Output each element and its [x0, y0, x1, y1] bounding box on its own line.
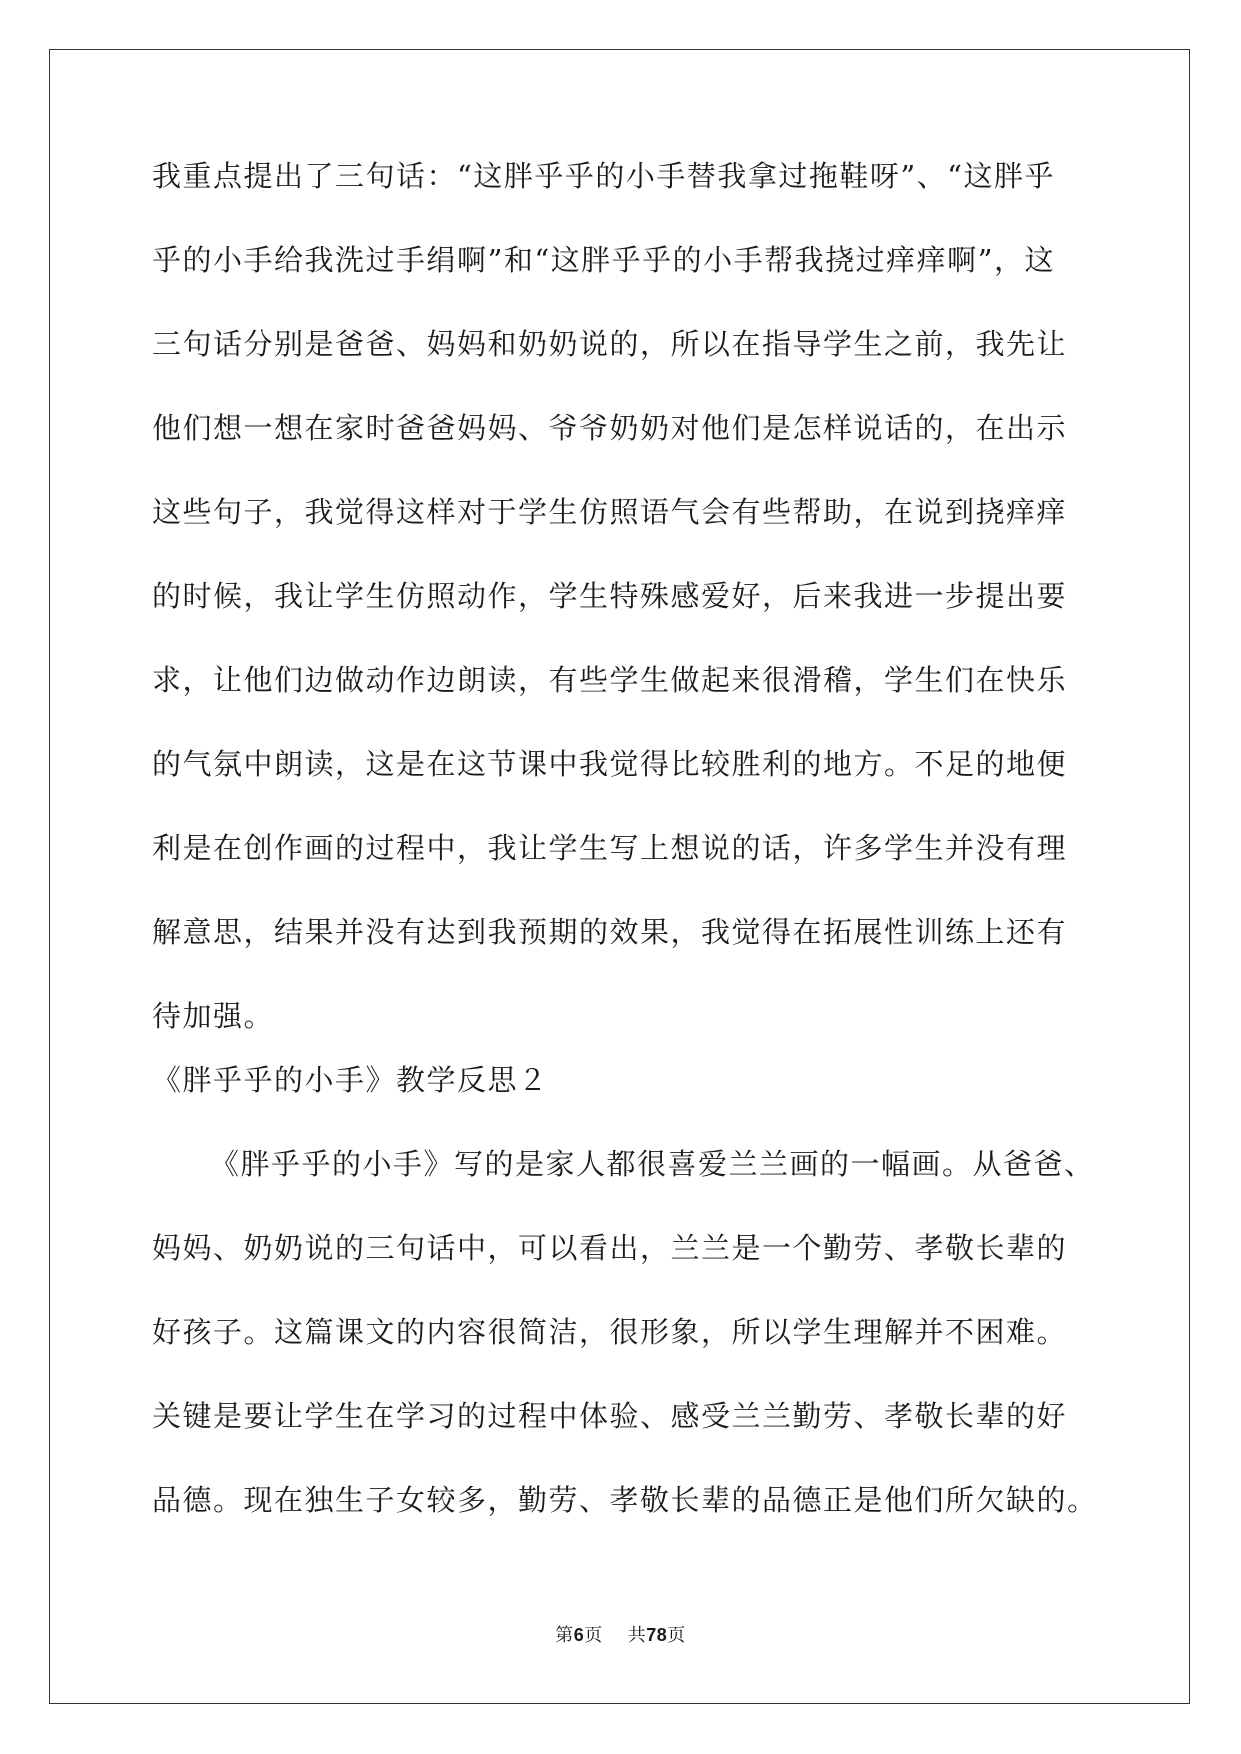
text-line: 的时候，我让学生仿照动作，学生特殊感爱好，后来我进一步提出要 — [152, 579, 1068, 613]
text-line: 这些句子，我觉得这样对于学生仿照语气会有些帮助，在说到挠痒痒 — [152, 495, 1068, 529]
text-line: 关键是要让学生在学习的过程中体验、感受兰兰勤劳、孝敬长辈的好 — [152, 1399, 1068, 1433]
paragraph-reflection-2 — [152, 1147, 1098, 1517]
footer-page-word: 页 — [584, 1625, 603, 1646]
text-line: 我重点提出了三句话：“这胖乎乎的小手替我拿过拖鞋呀”、“这胖乎 — [152, 159, 1055, 193]
text-line: 妈妈、奶奶说的三句话中，可以看出，兰兰是一个勤劳、孝敬长辈的 — [152, 1231, 1068, 1265]
text-line: 的气氛中朗读，这是在这节课中我觉得比较胜利的地方。不足的地便 — [152, 747, 1068, 781]
text-line: 三句话分别是爸爸、妈妈和奶奶说的，所以在指导学生之前，我先让 — [152, 327, 1068, 361]
section-heading: 《胖乎乎的小手》教学反思２ — [152, 1063, 549, 1097]
footer-prefix: 第 — [555, 1625, 574, 1646]
page-number-footer — [0, 1624, 1241, 1647]
text-line: 解意思，结果并没有达到我预期的效果，我觉得在拓展性训练上还有 — [152, 915, 1068, 949]
text-line: 利是在创作画的过程中，我让学生写上想说的话，许多学生并没有理 — [152, 831, 1068, 865]
paragraph-reflection-1 — [152, 160, 1092, 1033]
document-body — [152, 159, 1098, 1517]
text-line: 好孩子。这篇课文的内容很简洁，很形象，所以学生理解并不困难。 — [152, 1315, 1068, 1349]
text-line: 求，让他们边做动作边朗读，有些学生做起来很滑稽，学生们在快乐 — [152, 663, 1068, 697]
text-line: 待加强。 — [152, 999, 275, 1033]
footer-total-suffix: 页 — [667, 1625, 686, 1646]
text-line: 《胖乎乎的小手》写的是家人都很喜爱兰兰画的一幅画。从爸爸、 — [210, 1147, 1095, 1181]
text-line: 品德。现在独生子女较多，勤劳、孝敬长辈的品德正是他们所欠缺的。 — [152, 1483, 1098, 1517]
text-line: 乎的小手给我洗过手绢啊”和“这胖乎乎的小手帮我挠过痒痒啊”，这 — [152, 243, 1055, 277]
total-page-count: 78 — [646, 1625, 668, 1645]
footer-total-prefix: 共 — [627, 1625, 647, 1646]
current-page-number: 6 — [573, 1625, 585, 1645]
text-line: 他们想一想在家时爸爸妈妈、爷爷奶奶对他们是怎样说话的，在出示 — [152, 411, 1068, 445]
